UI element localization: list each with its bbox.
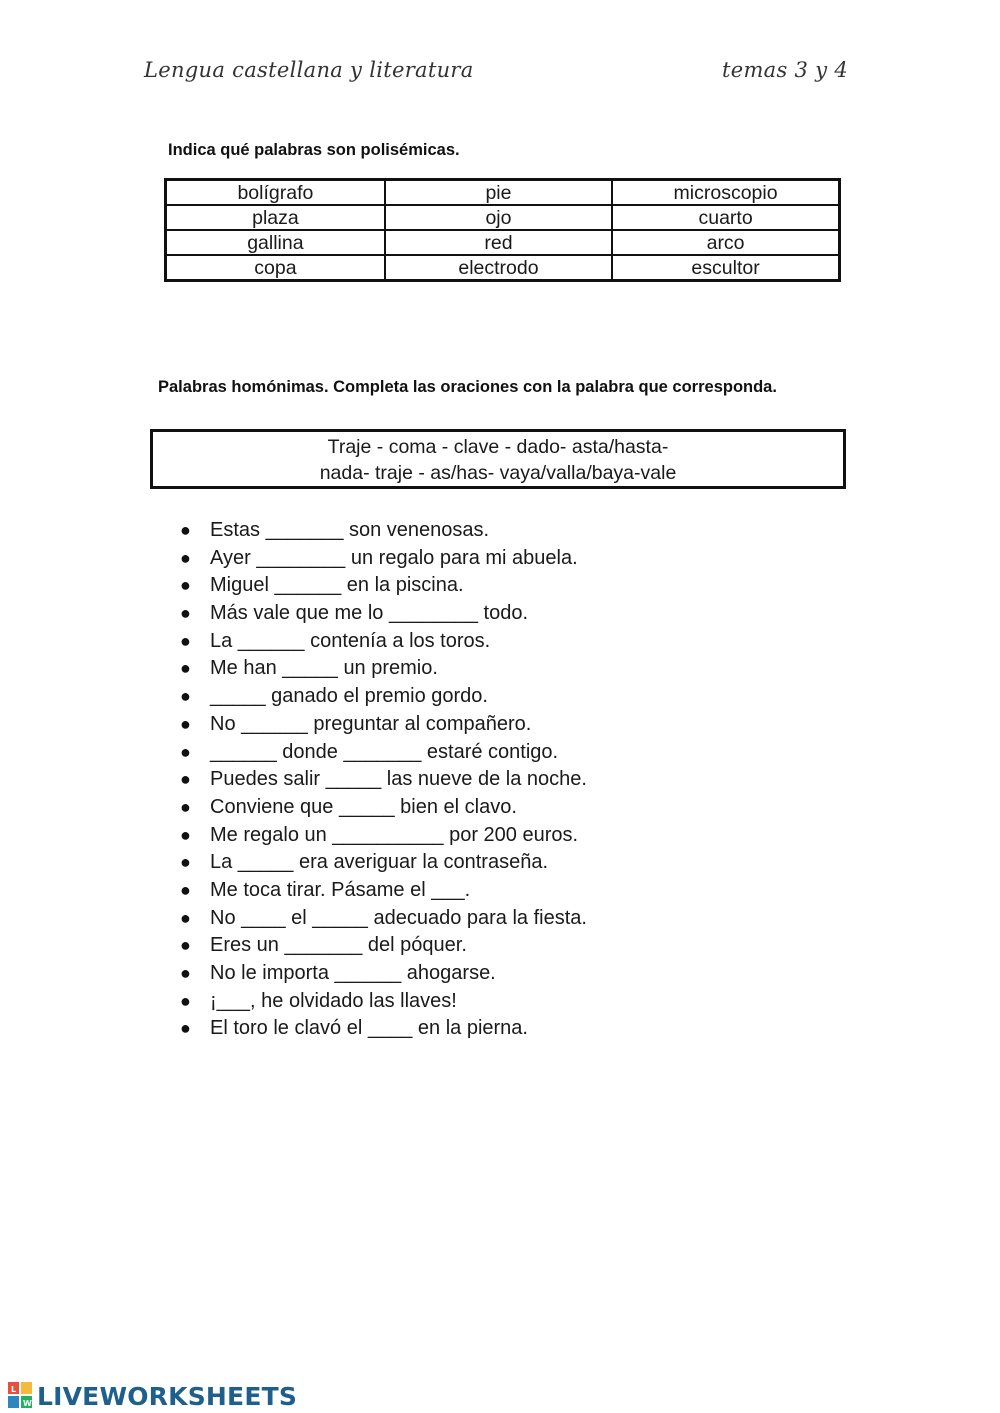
sentence-list: [180, 517, 587, 1043]
sentence-item: [180, 960, 587, 988]
sentence-item: [180, 517, 587, 545]
sentence-item: [180, 711, 587, 739]
bullet-icon: ●: [180, 879, 191, 900]
bullet-icon: ●: [180, 741, 191, 762]
table-row: [166, 205, 840, 230]
bullet-icon: ●: [180, 630, 191, 651]
word-cell: cuarto: [612, 205, 839, 230]
sentence-text: No ____ el _____ adecuado para la fiesta.: [210, 906, 587, 929]
bullet-icon: ●: [180, 824, 191, 845]
liveworksheets-logo: [8, 1380, 297, 1412]
sentence-text: Conviene que _____ bien el clavo.: [210, 795, 517, 818]
sentence-text: La ______ contenía a los toros.: [210, 629, 491, 652]
bullet-icon: ●: [180, 547, 191, 568]
word-cell: ojo: [385, 205, 612, 230]
bullet-icon: ●: [180, 796, 191, 817]
bullet-icon: ●: [180, 575, 191, 596]
sentence-item: [180, 932, 587, 960]
exercise1-title: Indica qué palabras son polisémicas.: [168, 141, 460, 159]
sentence-item: [180, 794, 587, 822]
sentence-item: [180, 905, 587, 933]
word-bank-box: [150, 429, 846, 489]
bullet-icon: ●: [180, 713, 191, 734]
sentence-item: [180, 545, 587, 573]
sentence-item: [180, 683, 587, 711]
bullet-icon: ●: [180, 603, 191, 624]
sentence-item: [180, 1015, 587, 1043]
sentence-text: Más vale que me lo ________ todo.: [210, 602, 528, 625]
liveworksheets-wordmark: LIVEWORKSHEETS: [37, 1381, 298, 1411]
table-row: [166, 255, 840, 281]
sentence-text: Miguel ______ en la piscina.: [210, 574, 464, 597]
bullet-icon: ●: [180, 852, 191, 873]
sentence-item: [180, 655, 587, 683]
sentence-item: [180, 628, 587, 656]
bullet-icon: ●: [180, 520, 191, 540]
bullet-icon: ●: [180, 935, 191, 956]
topics-header: temas 3 y 4: [722, 58, 848, 82]
word-cell: plaza: [166, 205, 385, 230]
word-cell: gallina: [166, 230, 385, 255]
sentence-text: Me regalo un __________ por 200 euros.: [210, 823, 579, 846]
sentence-text: Puedes salir _____ las nueve de la noche.: [210, 768, 587, 791]
svg-text:W: W: [23, 1399, 32, 1408]
bullet-icon: ●: [180, 907, 191, 928]
sentence-text: ¡___, he olvidado las llaves!: [210, 989, 457, 1012]
table-row: [166, 230, 840, 255]
bullet-icon: ●: [180, 658, 191, 679]
bullet-icon: ●: [180, 769, 191, 790]
sentence-text: Me toca tirar. Pásame el ___.: [210, 878, 471, 901]
word-bank-line: nada- traje - as/has- vaya/valla/baya-vale: [319, 462, 677, 484]
word-cell: electrodo: [385, 255, 612, 281]
sentence-text: El toro le clavó el ____ en la pierna.: [210, 1017, 528, 1040]
sentence-text: Estas _______ son venenosas.: [210, 519, 490, 541]
bullet-icon: ●: [180, 1018, 191, 1039]
bullet-icon: ●: [180, 686, 191, 707]
sentence-item: [180, 877, 587, 905]
sentence-item: [180, 988, 587, 1016]
sentence-item: [180, 766, 587, 794]
liveworksheets-logo-icon: [8, 1382, 34, 1410]
svg-text:L: L: [11, 1385, 17, 1394]
table-row: [166, 180, 840, 206]
word-cell: microscopio: [612, 180, 839, 206]
word-cell: pie: [385, 180, 612, 206]
word-cell: arco: [612, 230, 839, 255]
sentence-text: No le importa ______ ahogarse.: [210, 962, 496, 984]
sentence-item: [180, 600, 587, 628]
sentence-item: [180, 572, 587, 600]
sentence-text: Me han _____ un premio.: [210, 657, 438, 680]
sentence-text: No ______ preguntar al compañero.: [210, 712, 532, 735]
bullet-icon: ●: [180, 990, 191, 1011]
sentence-text: _____ ganado el premio gordo.: [210, 685, 488, 708]
sentence-item: [180, 739, 587, 767]
polysemy-words-table: [164, 178, 841, 282]
sentence-text: Ayer ________ un regalo para mi abuela.: [210, 546, 578, 569]
sentence-text: Eres un _______ del póquer.: [210, 934, 467, 957]
sentence-item: [180, 849, 587, 877]
sentence-text: La _____ era averiguar la contraseña.: [210, 851, 549, 874]
word-cell: red: [385, 230, 612, 255]
word-cell: bolígrafo: [166, 180, 385, 206]
word-cell: copa: [166, 255, 385, 281]
sentence-text: ______ donde _______ estaré contigo.: [210, 740, 559, 763]
word-cell: escultor: [612, 255, 839, 281]
sentence-item: [180, 822, 587, 850]
bullet-icon: ●: [180, 963, 191, 983]
exercise2-title: Palabras homónimas. Completa las oraciones con la palabra que corresponda.: [158, 378, 777, 396]
word-bank-line: Traje - coma - clave - dado- asta/hasta-: [327, 436, 669, 458]
subject-header: Lengua castellana y literatura: [144, 58, 474, 82]
